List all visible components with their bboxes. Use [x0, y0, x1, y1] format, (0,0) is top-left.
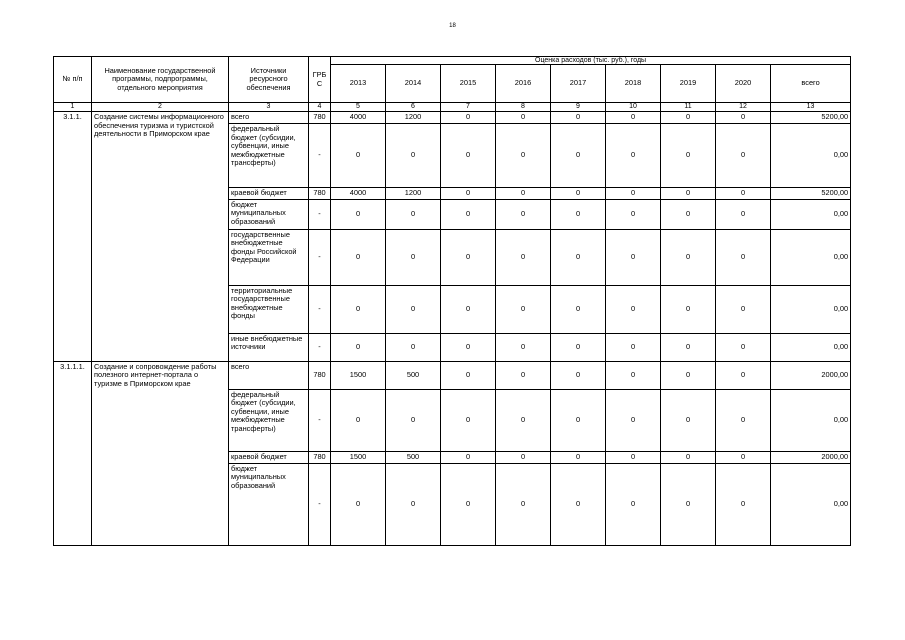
row-total: 0,00: [771, 463, 851, 545]
header-name: Наименование государственной программы, подпрограммы, отдельного мероприятия: [92, 57, 229, 103]
year-value: 0: [551, 361, 606, 389]
year-value: 0: [386, 389, 441, 451]
year-value: 0: [496, 361, 551, 389]
column-number: 13: [771, 103, 851, 112]
year-value: 4000: [331, 188, 386, 200]
year-value: 0: [606, 463, 661, 545]
year-value: 0: [716, 451, 771, 463]
funding-source: территориальные государственные внебюджетные фонды: [229, 285, 309, 333]
row-total: 0,00: [771, 333, 851, 361]
header-year: 2013: [331, 65, 386, 103]
column-number: 5: [331, 103, 386, 112]
row-total: 0,00: [771, 199, 851, 229]
year-value: 0: [661, 229, 716, 285]
column-number: 2: [92, 103, 229, 112]
year-value: 0: [661, 389, 716, 451]
year-value: 0: [496, 199, 551, 229]
header-year: 2017: [551, 65, 606, 103]
header-grbs: ГРБ С: [309, 57, 331, 103]
year-value: 0: [441, 188, 496, 200]
grbs-code: -: [309, 389, 331, 451]
year-value: 0: [496, 463, 551, 545]
year-value: 0: [386, 199, 441, 229]
column-number: 8: [496, 103, 551, 112]
grbs-code: 780: [309, 451, 331, 463]
row-total: 2000,00: [771, 451, 851, 463]
year-value: 0: [551, 285, 606, 333]
row-total: 0,00: [771, 229, 851, 285]
year-value: 0: [331, 389, 386, 451]
year-value: 0: [441, 451, 496, 463]
year-value: 0: [331, 124, 386, 188]
year-value: 1200: [386, 112, 441, 124]
year-value: 0: [606, 124, 661, 188]
year-value: 0: [716, 389, 771, 451]
budget-table: [53, 56, 851, 546]
funding-source: краевой бюджет: [229, 188, 309, 200]
year-value: 0: [661, 112, 716, 124]
funding-source: федеральный бюджет (субсидии, субвенции, иные межбюджетные трансферты): [229, 124, 309, 188]
header-year: 2018: [606, 65, 661, 103]
page-number: 18: [449, 23, 456, 29]
year-value: 0: [386, 333, 441, 361]
grbs-code: -: [309, 124, 331, 188]
year-value: 0: [551, 188, 606, 200]
year-value: 0: [441, 333, 496, 361]
row-number: 3.1.1.1.: [54, 361, 92, 545]
column-number: 6: [386, 103, 441, 112]
year-value: 0: [496, 285, 551, 333]
year-value: 1200: [386, 188, 441, 200]
program-name: Создание системы информационного обеспечения туризма и туристской деятельности в Приморском крае: [92, 112, 229, 362]
year-value: 0: [441, 124, 496, 188]
column-number: 1: [54, 103, 92, 112]
year-value: 0: [551, 389, 606, 451]
program-name: Создание и сопровождение работы полезного интернет-портала о туризме в Приморском крае: [92, 361, 229, 545]
header-source: Источники ресурсного обеспечения: [229, 57, 309, 103]
row-total: 0,00: [771, 285, 851, 333]
funding-source: иные внебюджетные источники: [229, 333, 309, 361]
year-value: 0: [441, 285, 496, 333]
funding-source: краевой бюджет: [229, 451, 309, 463]
year-value: 0: [606, 199, 661, 229]
year-value: 0: [496, 188, 551, 200]
year-value: 0: [606, 451, 661, 463]
header-total: всего: [771, 65, 851, 103]
column-number: 10: [606, 103, 661, 112]
year-value: 4000: [331, 112, 386, 124]
year-value: 0: [606, 333, 661, 361]
year-value: 0: [496, 229, 551, 285]
year-value: 1500: [331, 451, 386, 463]
column-number: 9: [551, 103, 606, 112]
funding-source: федеральный бюджет (субсидии, субвенции, иные межбюджетные трансферты): [229, 389, 309, 451]
year-value: 0: [661, 361, 716, 389]
year-value: 0: [496, 389, 551, 451]
header-year: 2015: [441, 65, 496, 103]
header-estimate: Оценка расходов (тыс. руб.), годы: [331, 57, 851, 65]
year-value: 1500: [331, 361, 386, 389]
row-number: 3.1.1.: [54, 112, 92, 362]
year-value: 0: [386, 463, 441, 545]
year-value: 0: [496, 333, 551, 361]
year-value: 0: [606, 112, 661, 124]
year-value: 0: [716, 229, 771, 285]
year-value: 0: [661, 333, 716, 361]
year-value: 500: [386, 361, 441, 389]
year-value: 0: [551, 229, 606, 285]
year-value: 0: [551, 124, 606, 188]
year-value: 0: [716, 361, 771, 389]
table-body: [54, 112, 851, 546]
year-value: 0: [386, 229, 441, 285]
year-value: 0: [716, 188, 771, 200]
year-value: 0: [661, 124, 716, 188]
table-row: [54, 361, 851, 389]
column-number: 11: [661, 103, 716, 112]
header-year: 2016: [496, 65, 551, 103]
year-value: 0: [441, 463, 496, 545]
year-value: 0: [441, 361, 496, 389]
year-value: 0: [441, 199, 496, 229]
year-value: 0: [551, 199, 606, 229]
row-total: 5200,00: [771, 112, 851, 124]
year-value: 0: [716, 199, 771, 229]
year-value: 0: [661, 463, 716, 545]
year-value: 0: [496, 451, 551, 463]
year-value: 0: [606, 229, 661, 285]
row-total: 2000,00: [771, 361, 851, 389]
funding-source: бюджет муниципальных образований: [229, 463, 309, 545]
year-value: 0: [716, 463, 771, 545]
year-value: 0: [331, 199, 386, 229]
column-number: 3: [229, 103, 309, 112]
year-value: 0: [386, 124, 441, 188]
grbs-code: 780: [309, 188, 331, 200]
header-year: 2020: [716, 65, 771, 103]
year-value: 0: [661, 451, 716, 463]
header-year: 2014: [386, 65, 441, 103]
year-value: 0: [331, 463, 386, 545]
year-value: 500: [386, 451, 441, 463]
year-value: 0: [606, 188, 661, 200]
year-value: 0: [331, 229, 386, 285]
row-total: 0,00: [771, 389, 851, 451]
year-value: 0: [551, 463, 606, 545]
funding-source: бюджет муниципальных образований: [229, 199, 309, 229]
funding-source: всего: [229, 361, 309, 389]
column-number: 4: [309, 103, 331, 112]
year-value: 0: [716, 124, 771, 188]
year-value: 0: [606, 389, 661, 451]
grbs-code: -: [309, 199, 331, 229]
year-value: 0: [551, 112, 606, 124]
year-value: 0: [661, 199, 716, 229]
year-value: 0: [716, 333, 771, 361]
grbs-code: -: [309, 229, 331, 285]
header-year: 2019: [661, 65, 716, 103]
row-total: 5200,00: [771, 188, 851, 200]
year-value: 0: [661, 285, 716, 333]
year-value: 0: [716, 112, 771, 124]
table-row: [54, 112, 851, 124]
funding-source: государственные внебюджетные фонды Российской Федерации: [229, 229, 309, 285]
year-value: 0: [496, 112, 551, 124]
year-value: 0: [441, 112, 496, 124]
column-number: 12: [716, 103, 771, 112]
year-value: 0: [606, 285, 661, 333]
grbs-code: -: [309, 285, 331, 333]
grbs-code: -: [309, 463, 331, 545]
year-value: 0: [441, 229, 496, 285]
year-value: 0: [441, 389, 496, 451]
year-value: 0: [606, 361, 661, 389]
year-value: 0: [551, 333, 606, 361]
year-value: 0: [331, 333, 386, 361]
year-value: 0: [496, 124, 551, 188]
year-value: 0: [331, 285, 386, 333]
column-number: 7: [441, 103, 496, 112]
row-total: 0,00: [771, 124, 851, 188]
year-value: 0: [661, 188, 716, 200]
header-num: № п/п: [54, 57, 92, 103]
year-value: 0: [386, 285, 441, 333]
grbs-code: 780: [309, 112, 331, 124]
year-value: 0: [551, 451, 606, 463]
year-value: 0: [716, 285, 771, 333]
grbs-code: 780: [309, 361, 331, 389]
funding-source: всего: [229, 112, 309, 124]
grbs-code: -: [309, 333, 331, 361]
